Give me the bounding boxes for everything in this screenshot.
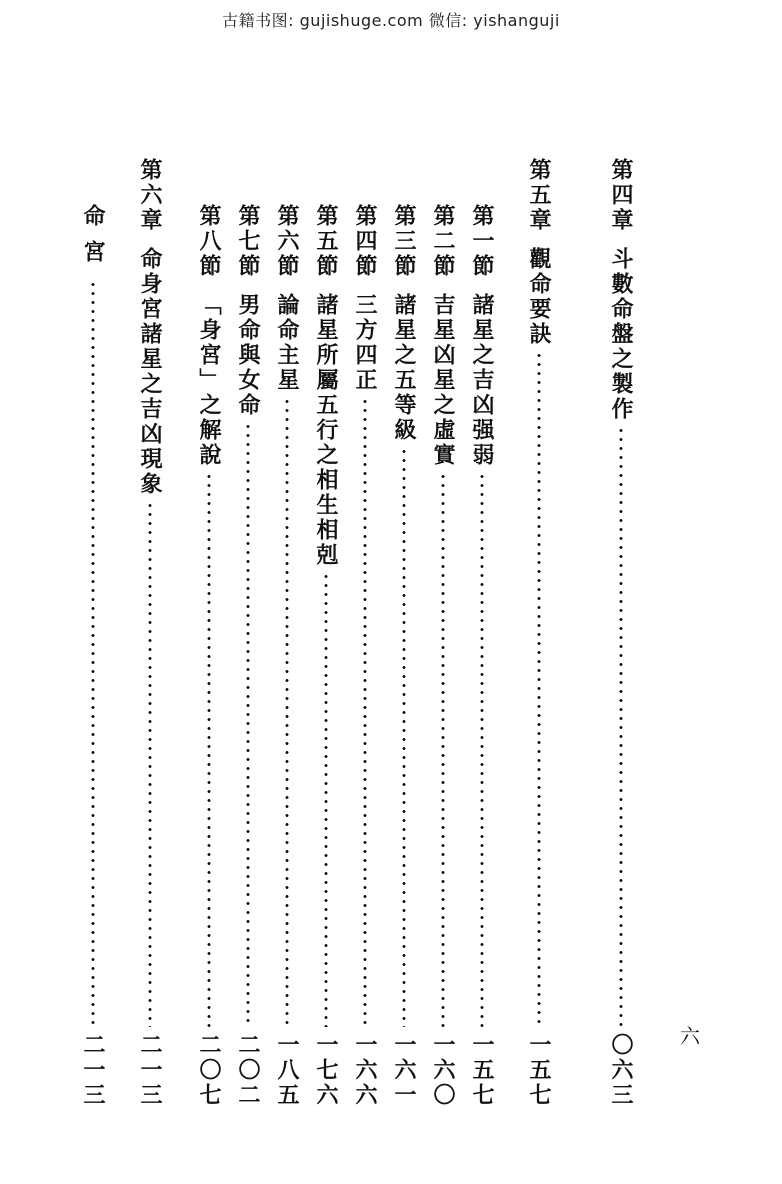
toc-page: 〇六三 <box>608 1033 634 1108</box>
toc-page: 一六〇 <box>430 1033 456 1108</box>
leader-dots <box>246 422 250 1027</box>
toc-entry-section-6 <box>272 204 302 1108</box>
toc-page: 二〇七 <box>196 1033 222 1108</box>
leader-dots <box>363 397 367 1027</box>
toc-page: 一五七 <box>526 1033 552 1108</box>
toc-title: 觀命要訣 <box>526 247 552 347</box>
toc-page: 一七六 <box>313 1033 339 1108</box>
toc-title: 諸星之五等級 <box>391 293 417 443</box>
toc-entry-section-1 <box>467 204 497 1108</box>
toc-page: 二一三 <box>137 1033 163 1108</box>
watermark: 古籍书图: gujishuge.com 微信: yishanguji <box>222 11 560 30</box>
leader-dots <box>441 472 445 1027</box>
toc-page: 二〇二 <box>235 1033 261 1108</box>
page-number: 六 <box>680 1024 700 1048</box>
toc-label: 第一節 <box>469 204 495 279</box>
toc-page: 一六六 <box>352 1033 378 1108</box>
leader-dots <box>324 572 328 1027</box>
toc-page: 一六一 <box>391 1033 417 1108</box>
toc-entry-section-5 <box>311 204 341 1108</box>
leader-dots <box>619 426 623 1027</box>
toc-title: 男命與女命 <box>235 293 261 418</box>
toc-page: 一五七 <box>469 1033 495 1108</box>
toc-entry-chapter-5 <box>524 158 554 1108</box>
toc-entry-chapter-4 <box>606 158 636 1108</box>
leader-dots <box>285 397 289 1027</box>
toc-entry-section-3 <box>389 204 419 1108</box>
toc-label: 第五節 <box>313 204 339 279</box>
toc-label: 第六節 <box>274 204 300 279</box>
toc-label: 第五章 <box>526 158 552 233</box>
toc-title: 諸星之吉凶强弱 <box>469 293 495 468</box>
toc-title: 吉星凶星之虛實 <box>430 293 456 468</box>
toc-title: 論命主星 <box>274 293 300 393</box>
toc-title: 諸星所屬五行之相生相剋 <box>313 293 339 568</box>
toc-title: 斗數命盤之製作 <box>608 247 634 422</box>
toc-title: 命宮 <box>80 204 106 276</box>
toc-label: 第四章 <box>608 158 634 233</box>
toc-label: 第二節 <box>430 204 456 279</box>
toc-label: 第七節 <box>235 204 261 279</box>
toc-label: 第三節 <box>391 204 417 279</box>
toc-page: 二一三 <box>80 1033 106 1108</box>
toc-page: 一八五 <box>274 1033 300 1108</box>
toc-entry-section-8 <box>194 204 224 1108</box>
toc-label: 第四節 <box>352 204 378 279</box>
toc-entry-section-7 <box>233 204 263 1108</box>
toc-label: 第八節 <box>196 204 222 279</box>
leader-dots <box>480 472 484 1027</box>
toc-label: 第六章 <box>137 158 163 233</box>
leader-dots <box>402 447 406 1027</box>
toc-entry-chapter-6 <box>135 158 165 1108</box>
toc-title: 三方四正 <box>352 293 378 393</box>
toc-title: 命身宮諸星之吉凶現象 <box>137 247 163 497</box>
leader-dots <box>148 501 152 1027</box>
leader-dots <box>207 472 211 1027</box>
toc-title: 「身宮」之解說 <box>196 293 222 468</box>
toc-entry-section-4 <box>350 204 380 1108</box>
toc-entry-ming-gong <box>78 204 108 1108</box>
leader-dots <box>91 280 95 1027</box>
leader-dots <box>537 351 541 1027</box>
toc-entry-section-2 <box>428 204 458 1108</box>
